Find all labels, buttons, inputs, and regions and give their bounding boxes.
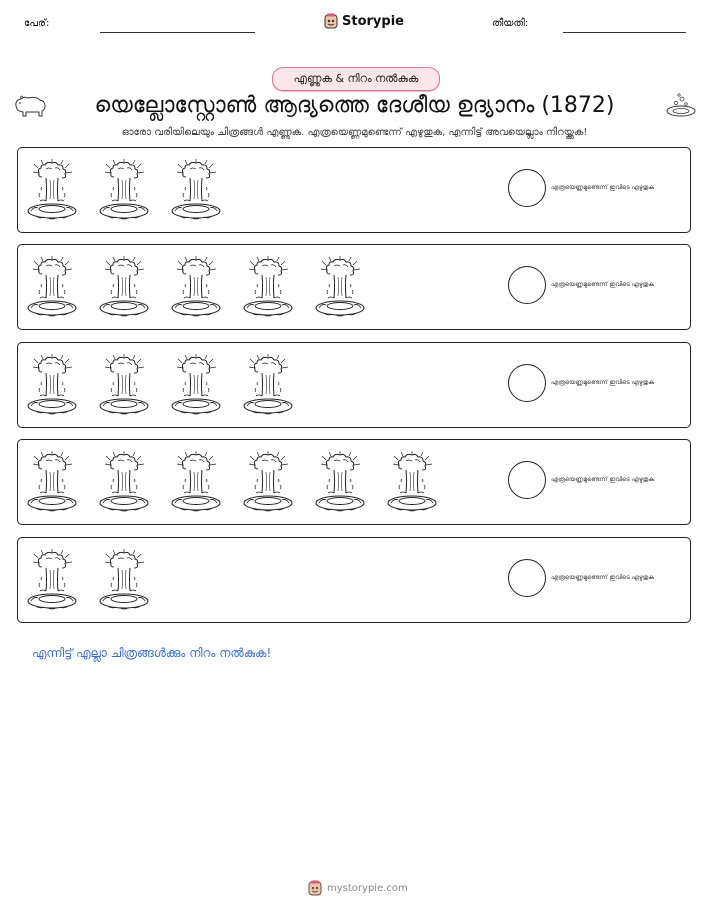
geyser-icon[interactable]: [242, 354, 294, 416]
geyser-icon[interactable]: [26, 159, 78, 221]
geyser-icon[interactable]: [170, 256, 222, 318]
page-title: യെല്ലോസ്റ്റോൺ ആദ്യത്തെ ദേശീയ ഉദ്യാനം (1872): [94, 93, 615, 118]
write-prompt: എത്രയെണ്ണമുണ്ടെന്ന് ഇവിടെ എഴുതുക: [551, 184, 654, 191]
count-row-4: [17, 439, 691, 525]
geyser-icon[interactable]: [98, 256, 150, 318]
geyser-icon[interactable]: [170, 159, 222, 221]
site-footer: [308, 880, 408, 896]
answer-circle[interactable]: [508, 266, 546, 304]
storypie-logo-icon: [308, 880, 322, 896]
answer-circle[interactable]: [508, 559, 546, 597]
geyser-group: [26, 148, 222, 232]
geyser-icon[interactable]: [26, 354, 78, 416]
geyser-icon[interactable]: [170, 354, 222, 416]
brand: [324, 13, 404, 29]
geyser-icon[interactable]: [98, 451, 150, 513]
write-prompt: എത്രയെണ്ണമുണ്ടെന്ന് ഇവിടെ എഴുതുക: [551, 476, 654, 483]
name-line[interactable]: [100, 32, 255, 33]
count-row-3: [17, 342, 691, 428]
geyser-icon[interactable]: [314, 256, 366, 318]
answer-circle[interactable]: [508, 461, 546, 499]
answer-circle[interactable]: [508, 169, 546, 207]
color-instruction: എന്നിട്ട് എല്ലാ ചിത്രങ്ങൾക്കും നിറം നൽകുക!: [32, 646, 272, 660]
activity-badge: എണ്ണുക & നിറം നൽകുക: [272, 67, 440, 91]
date-label: തീയതി:: [492, 18, 529, 29]
site-url: mystorypie.com: [327, 882, 408, 894]
geyser-icon[interactable]: [170, 451, 222, 513]
geyser-icon[interactable]: [26, 451, 78, 513]
geyser-icon[interactable]: [314, 451, 366, 513]
write-prompt: എത്രയെണ്ണമുണ്ടെന്ന് ഇവിടെ എഴുതുക: [551, 281, 654, 288]
count-row-2: [17, 244, 691, 330]
write-prompt: എത്രയെണ്ണമുണ്ടെന്ന് ഇവിടെ എഴുതുക: [551, 379, 654, 386]
geyser-icon[interactable]: [98, 159, 150, 221]
write-prompt: എത്രയെണ്ണമുണ്ടെന്ന് ഇവിടെ എഴുതുക: [551, 574, 654, 581]
geyser-icon[interactable]: [26, 256, 78, 318]
geyser-icon[interactable]: [386, 451, 438, 513]
answer-circle[interactable]: [508, 364, 546, 402]
geyser-icon[interactable]: [98, 549, 150, 611]
geyser-group: [26, 440, 438, 524]
storypie-logo-icon: [324, 13, 338, 29]
instructions: ഓരോ വരിയിലെയും ചിത്രങ്ങൾ എണ്ണുക. എത്രയെണ്ണമുണ്ടെന്ന് എഴുതുക, എന്നിട്ട് അവയെല്ലാം നിറയ്ക്കുക!: [121, 127, 588, 138]
geyser-icon[interactable]: [26, 549, 78, 611]
geyser-group: [26, 538, 150, 622]
count-row-1: [17, 147, 691, 233]
geyser-group: [26, 343, 294, 427]
geyser-icon[interactable]: [242, 256, 294, 318]
brand-name: Storypie: [342, 13, 404, 29]
geyser-icon[interactable]: [98, 354, 150, 416]
count-row-5: [17, 537, 691, 623]
name-label: പേര്:: [24, 18, 50, 29]
geyser-group: [26, 245, 366, 329]
date-line[interactable]: [563, 32, 686, 33]
geyser-icon[interactable]: [242, 451, 294, 513]
